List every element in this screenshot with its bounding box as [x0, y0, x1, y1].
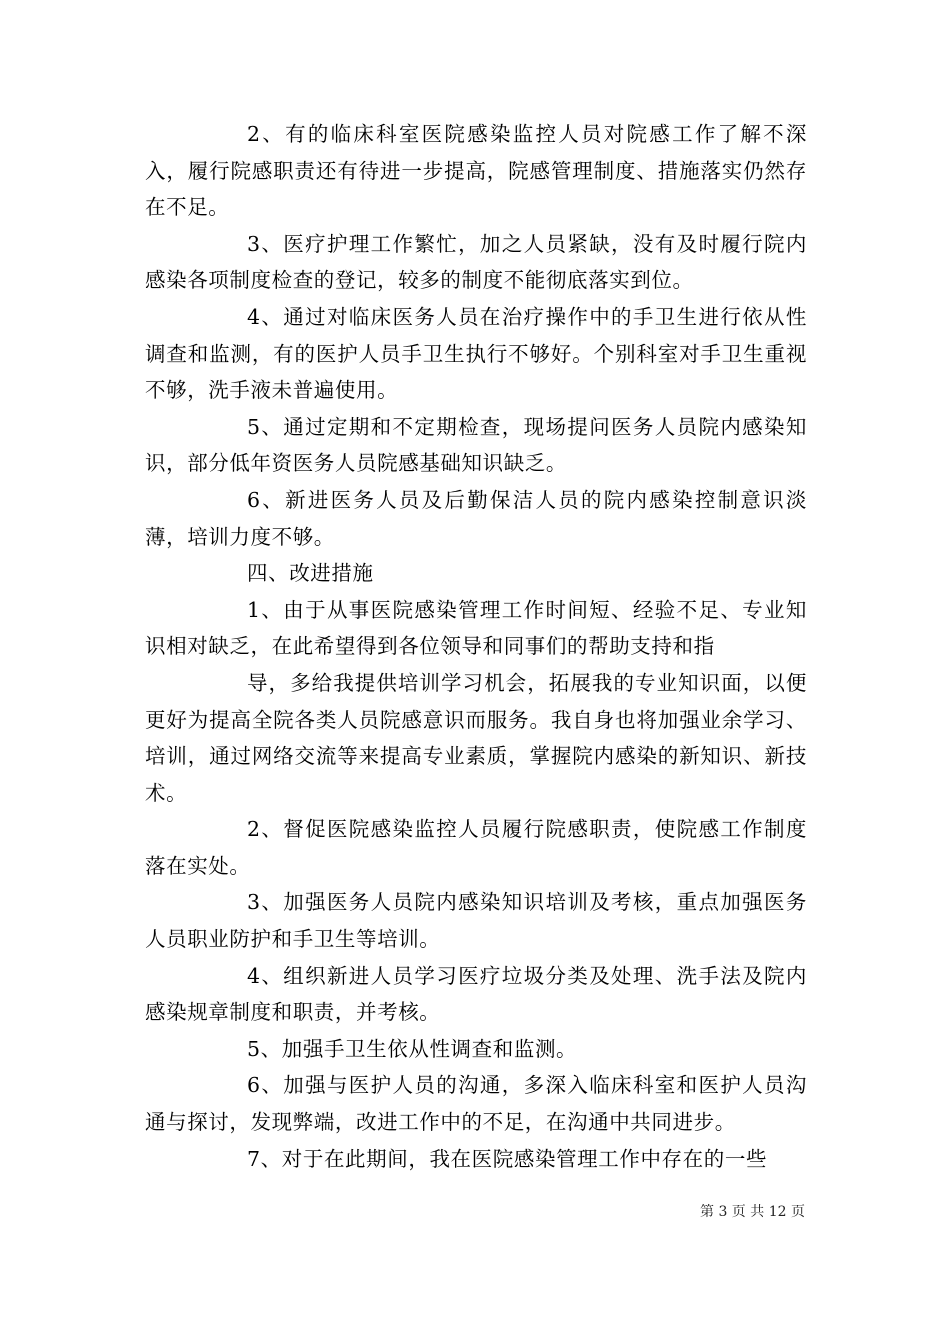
paragraph-measure-7: 7、对于在此期间，我在医院感染管理工作中存在的一些 — [247, 1146, 768, 1171]
document-body — [145, 116, 807, 1177]
paragraph-measure-1-continued: 导，多给我提供培训学习机会，拓展我的专业知识面，以便更好为提高全院各类人员院感意识而服务。我自身也将加强业余学习、培训，通过网络交流等来提高专业素质，掌握院内感染的新知识、新技术。 — [145, 670, 807, 805]
paragraph-issue-5: 5、通过定期和不定期检查，现场提问医务人员院内感染知识，部分低年资医务人员院感基础知识缺乏。 — [145, 414, 807, 476]
paragraph-measure-6: 6、加强与医护人员的沟通，多深入临床科室和医护人员沟通与探讨，发现弊端，改进工作中的不足，在沟通中共同进步。 — [145, 1073, 807, 1135]
paragraph-issue-3: 3、医疗护理工作繁忙，加之人员紧缺，没有及时履行院内感染各项制度检查的登记，较多的制度不能彻底落实到位。 — [145, 231, 807, 293]
page-number-footer: 第 3 页 共 12 页 — [700, 1204, 805, 1220]
paragraph-measure-3: 3、加强医务人员院内感染知识培训及考核，重点加强医务人员职业防护和手卫生等培训。 — [145, 890, 807, 952]
paragraph-issue-6: 6、新进医务人员及后勤保洁人员的院内感染控制意识淡薄，培训力度不够。 — [145, 487, 807, 549]
paragraph-measure-2: 2、督促医院感染监控人员履行院感职责，使院感工作制度落在实处。 — [145, 817, 807, 878]
paragraph-issue-2: 2、有的临床科室医院感染监控人员对院感工作了解不深入，履行院感职责还有待进一步提高，院感管理制度、措施落实仍然存在不足。 — [145, 122, 807, 220]
paragraph-measure-5: 5、加强手卫生依从性调查和监测。 — [247, 1036, 578, 1061]
paragraph-measure-1: 1、由于从事医院感染管理工作时间短、经验不足、专业知识相对缺乏，在此希望得到各位领导和同事们的帮助支持和指 — [145, 597, 807, 659]
paragraph-measure-4: 4、组织新进人员学习医疗垃圾分类及处理、洗手法及院内感染规章制度和职责，并考核。 — [145, 963, 807, 1025]
paragraph-issue-4: 4、通过对临床医务人员在治疗操作中的手卫生进行依从性调查和监测，有的医护人员手卫生执行不够好。个别科室对手卫生重视不够，洗手液未普遍使用。 — [145, 304, 807, 403]
section-heading-improvements: 四、改进措施 — [247, 561, 374, 586]
